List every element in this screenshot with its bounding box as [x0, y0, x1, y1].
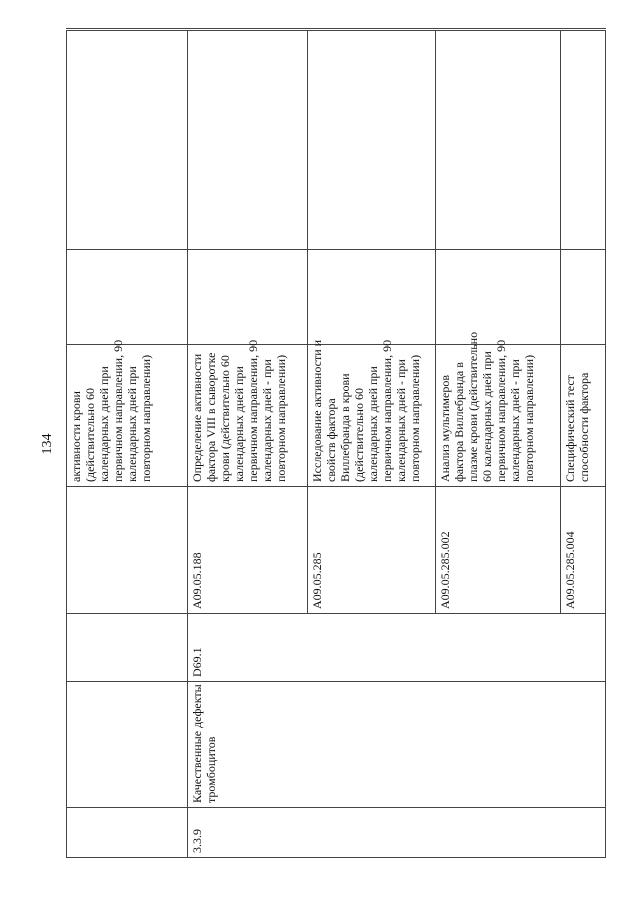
- cell-num: 3.3.9: [188, 808, 308, 858]
- cell-condition: [561, 682, 606, 808]
- cell-empty: [308, 250, 436, 345]
- cell-condition: [436, 682, 561, 808]
- cell-num: [67, 808, 188, 858]
- cell-empty: [561, 250, 606, 345]
- page-number: 134: [40, 433, 55, 455]
- cell-code: [67, 487, 188, 614]
- services-table: [66, 28, 606, 858]
- cell-mkb: D69.1: [188, 614, 308, 682]
- cell-mkb: [436, 614, 561, 682]
- table-row: [188, 30, 308, 858]
- cell-condition: Качественные дефекты тромбоцитов: [188, 682, 308, 808]
- cell-empty: [436, 30, 561, 250]
- cell-service-name: Анализ мультимеров фактора Виллебранда в плазме крови (действительно 60 календарных дней при первичном направлении, 90 календарных дней - при повторном направлении): [436, 345, 561, 487]
- cell-num: [308, 808, 436, 858]
- table-row: [308, 30, 436, 858]
- cell-code: A09.05.285: [308, 487, 436, 614]
- cell-code: A09.05.188: [188, 487, 308, 614]
- cell-empty: [67, 30, 188, 250]
- cell-empty: [188, 250, 308, 345]
- cell-mkb: [308, 614, 436, 682]
- cell-empty: [188, 30, 308, 250]
- cell-empty: [436, 250, 561, 345]
- table-row: [67, 30, 188, 858]
- cell-service-name: Исследование активности и свойств фактора Виллебранда в крови (действительно 60 календарных дней при первичном направлении, 90 календарных дней - при повторном направлении): [308, 345, 436, 487]
- cell-empty: [561, 30, 606, 250]
- table-row: [436, 30, 561, 858]
- cell-num: [436, 808, 561, 858]
- rotated-page-content: [66, 30, 614, 858]
- cell-mkb: [561, 614, 606, 682]
- cell-condition: [308, 682, 436, 808]
- cell-num: [561, 808, 606, 858]
- cell-empty: [67, 250, 188, 345]
- cell-service-name: Специфический тест способности фактора: [561, 345, 606, 487]
- cell-code: A09.05.285.004: [561, 487, 606, 614]
- cell-mkb: [67, 614, 188, 682]
- cell-code: A09.05.285.002: [436, 487, 561, 614]
- cell-condition: [67, 682, 188, 808]
- table-row: [561, 30, 606, 858]
- cell-service-name: активности крови (действительно 60 календарных дней при первичном направлении, 90 календарных дней при повторном направлении): [67, 345, 188, 487]
- cell-empty: [308, 30, 436, 250]
- cell-service-name: Определение активности фактора VIII в сыворотке крови (действительно 60 календарных дней при первичном направлении, 90 календарных дней - при повторном направлении): [188, 345, 308, 487]
